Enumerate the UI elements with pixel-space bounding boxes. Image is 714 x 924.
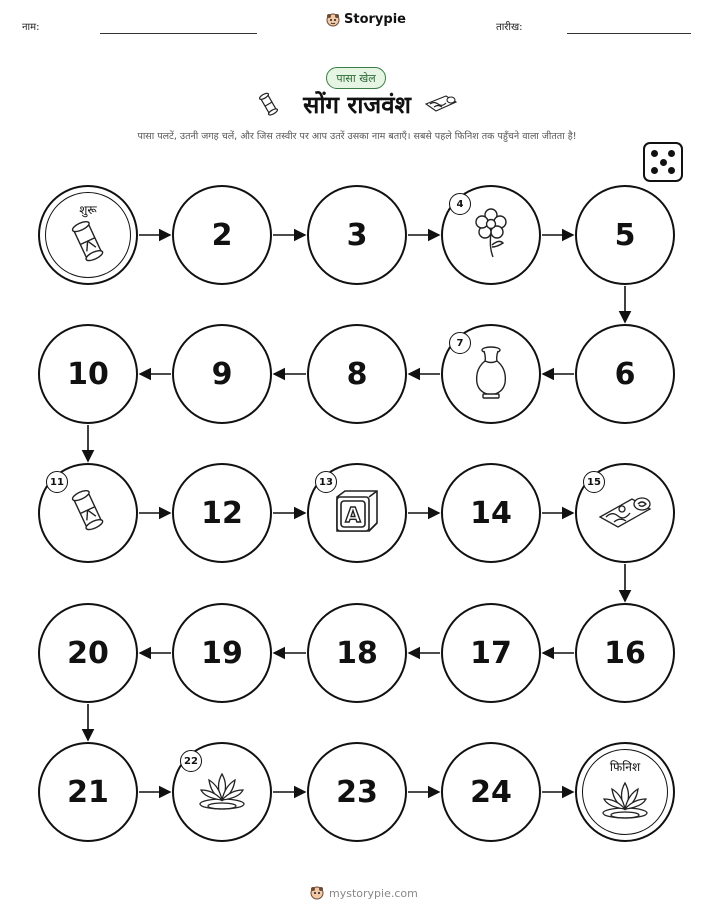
lotus-icon [197, 768, 247, 816]
letter-block-icon [333, 487, 381, 539]
board-cell [307, 324, 407, 424]
board-cell [575, 463, 675, 563]
board-cell [441, 463, 541, 563]
scroll-icon [66, 486, 110, 540]
board-cell [172, 603, 272, 703]
cell-number-tag: 22 [180, 750, 202, 772]
svg-text:A: A [345, 503, 361, 527]
cell-number: 3 [346, 217, 368, 253]
board-cell [441, 603, 541, 703]
cell-number: 24 [470, 774, 512, 810]
board-cell [38, 603, 138, 703]
board-cell [172, 324, 272, 424]
cell-number-tag: 15 [583, 471, 605, 493]
instructions: पासा पलटें, उतनी जगह चलें, और जिस तस्वीर पर आप उतरें उसका नाम बताएँ। सबसे पहले फिनिश तक पहुँचने वाला जीतता है! [137, 131, 577, 142]
cell-number-tag: 11 [46, 471, 68, 493]
board-cell [307, 463, 407, 563]
board-cell [307, 742, 407, 842]
silk-roll-icon [598, 491, 652, 535]
finish-cell [575, 742, 675, 842]
cell-number: 9 [211, 356, 233, 392]
cell-number: 14 [470, 495, 512, 531]
cell-number: 12 [201, 495, 243, 531]
board-cell [38, 742, 138, 842]
finish-label: फिनिश [609, 760, 641, 774]
cell-number-tag: 4 [449, 193, 471, 215]
cell-number: 8 [346, 356, 368, 392]
board-cell [575, 185, 675, 285]
cell-number: 16 [604, 635, 646, 671]
vase-icon [469, 345, 513, 403]
board-cell [307, 603, 407, 703]
start-cell [38, 185, 138, 285]
name-label: नाम: [22, 22, 40, 33]
board-cell [172, 463, 272, 563]
board-cell [441, 742, 541, 842]
cell-number: 20 [67, 635, 109, 671]
cell-number: 19 [201, 635, 243, 671]
board-cell [172, 185, 272, 285]
board-cell [575, 603, 675, 703]
cell-number: 23 [336, 774, 378, 810]
page-title: सोंग राजवंश [303, 91, 411, 119]
lotus-icon [600, 777, 650, 825]
board-cell [441, 324, 541, 424]
cell-number: 10 [67, 356, 109, 392]
footer-url: mystorypie.com [329, 886, 418, 900]
cell-number-tag: 13 [315, 471, 337, 493]
board-cell [307, 185, 407, 285]
cell-number: 21 [67, 774, 109, 810]
scroll-icon [66, 217, 110, 271]
cell-number-tag: 7 [449, 332, 471, 354]
storypie-mascot-icon [310, 886, 324, 900]
board-cell [38, 324, 138, 424]
cell-number: 18 [336, 635, 378, 671]
footer [310, 886, 418, 900]
board-cell [38, 463, 138, 563]
date-label: तारीख: [496, 22, 523, 33]
board-cell [172, 742, 272, 842]
game-type-badge: पासा खेल [326, 67, 386, 89]
start-label: शुरू [79, 203, 97, 217]
cell-number: 5 [614, 217, 636, 253]
cell-number: 17 [470, 635, 512, 671]
board-cell [441, 185, 541, 285]
cell-number: 6 [614, 356, 636, 392]
brand-name: Storypie [344, 12, 406, 27]
cell-number: 2 [211, 217, 233, 253]
board-cell [575, 324, 675, 424]
flower-icon [469, 207, 513, 263]
